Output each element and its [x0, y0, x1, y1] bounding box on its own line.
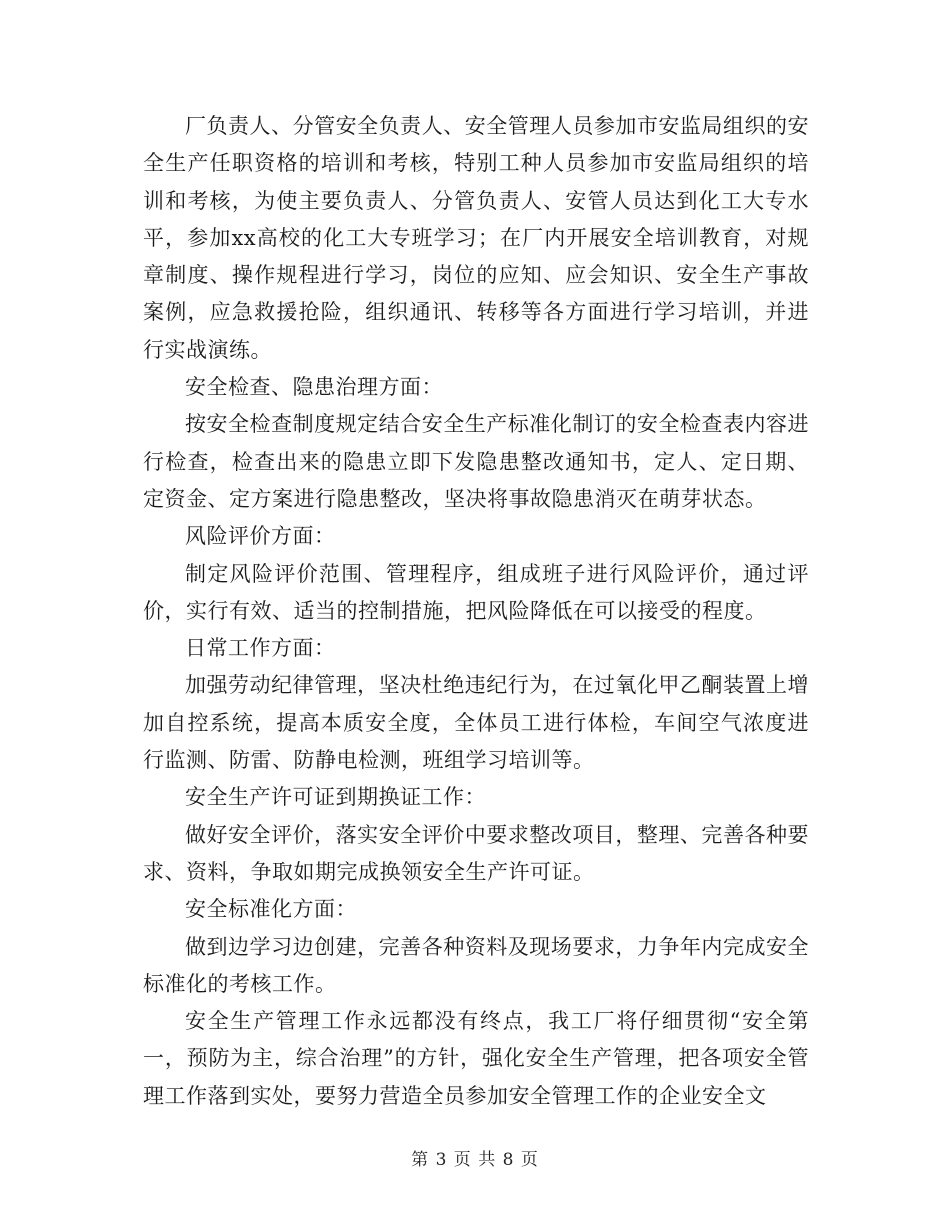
heading-daily-work: 日常工作方面：: [185, 636, 336, 661]
paragraph-safety-inspection: 按安全检查制度规定结合安全生产标准化制订的安全检查表内容进行检查，检查出来的隐患立即下发隐患整改通知书，定人、定日期、定资金、定方案进行隐患整改，坚决将事故隐患消灭在萌芽状态。: [143, 412, 809, 511]
page-number-footer: 第 3 页 共 8 页: [411, 1150, 539, 1170]
heading-safety-inspection: 安全检查、隐患治理方面：: [185, 375, 443, 400]
paragraph-conclusion: 安全生产管理工作永远都没有终点，我工厂将仔细贯彻“安全第一，预防为主，综合治理”的方针，强化安全生产管理，把各项安全管理工作落到实处，要努力营造全员参加安全管理工作的企业安全文: [143, 1009, 809, 1108]
heading-standardization: 安全标准化方面：: [185, 897, 357, 922]
heading-risk-assessment: 风险评价方面：: [185, 524, 336, 549]
heading-license-renewal: 安全生产许可证到期换证工作：: [185, 785, 486, 810]
document-body: [143, 108, 809, 1115]
paragraph-risk-assessment: 制定风险评价范围、管理程序，组成班子进行风险评价，通过评价，实行有效、适当的控制措施，把风险降低在可以接受的程度。: [143, 561, 809, 623]
paragraph-license-renewal: 做好安全评价，落实安全评价中要求整改项目，整理、完善各种要求、资料，争取如期完成换领安全生产许可证。: [143, 822, 809, 884]
paragraph-training: 厂负责人、分管安全负责人、安全管理人员参加市安监局组织的安全生产任职资格的培训和考核，特别工种人员参加市安监局组织的培训和考核，为使主要负责人、分管负责人、安管人员达到化工大专水平，参加xx高校的化工大专班学习；在厂内开展安全培训教育，对规章制度、操作规程进行学习，岗位的应知、应会知识、安全生产事故案例，应急救援抢险，组织通讯、转移等各方面进行学习培训，并进行实战演练。: [143, 114, 809, 362]
paragraph-daily-work: 加强劳动纪律管理，坚决杜绝违纪行为，在过氧化甲乙酮装置上增加自控系统，提高本质安全度，全体员工进行体检，车间空气浓度进行监测、防雷、防静电检测，班组学习培训等。: [143, 673, 809, 773]
paragraph-standardization: 做到边学习边创建，完善各种资料及现场要求，力争年内完成安全标准化的考核工作。: [143, 934, 809, 996]
